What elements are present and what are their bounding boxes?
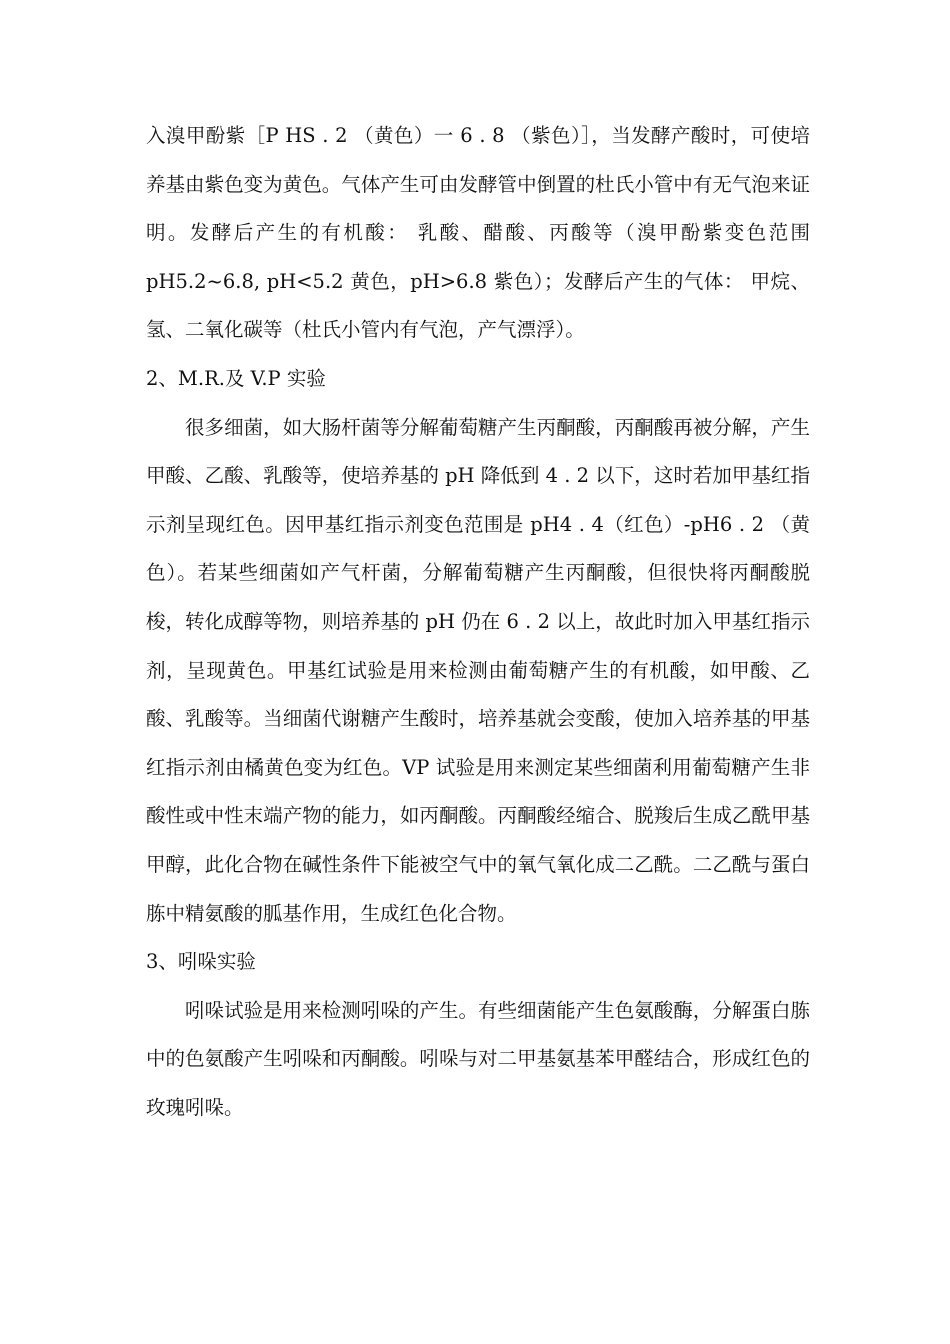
paragraph-mr-vp: 很多细菌，如大肠杆菌等分解葡萄糖产生丙酮酸，丙酮酸再被分解，产生甲酸、乙酸、乳酸等，使培养基的 pH 降低到 4 . 2 以下，这时若加甲基红指示剂呈现红色。因甲基红指示剂变色范围是 pH4 . 4（红色）-pH6 . 2 （黄色）。若某些细菌如产气杆菌，分解葡萄糖产生丙酮酸，但很快将丙酮酸脱梭，转化成醇等物，则培养基的 pH 仍在 6 . 2 以上，故此时加入甲基红指示剂，呈现黄色。甲基红试验是用来检测由葡萄糖产生的有机酸，如甲酸、乙酸、乳酸等。当细菌代谢糖产生酸时，培养基就会变酸，使加入培养基的甲基红指示剂由橘黄色变为红色。VP 试验是用来测定某些细菌利用葡萄糖产生非酸性或中性末端产物的能力，如丙酮酸。丙酮酸经缩合、脱羧后生成乙酰甲基甲醇，此化合物在碱性条件下能被空气中的氧气氧化成二乙酰。二乙酰与蛋白胨中精氨酸的胍基作用，生成红色化合物。 xyxy=(146,415,810,925)
heading-mr-vp: 2、M.R.及 V.P 实验 xyxy=(146,366,326,390)
paragraph-fermentation: 入溴甲酚紫［P HS . 2 （黄色）一 6 . 8 （紫色）］，当发酵产酸时，可使培养基由紫色变为黄色。气体产生可由发酵管中倒置的杜氏小管中有无气泡来证明。发酵后产生的有机酸： 乳酸、醋酸、丙酸等（溴甲酚紫变色范围 pH5.2~6.8, pH<5.2 黄色，pH>6.8 紫色）；发酵后产生的气体： 甲烷、氢、二氧化碳等（杜氏小管内有气泡，产气漂浮）。 xyxy=(146,124,810,342)
document-body xyxy=(146,112,810,1132)
paragraph-indole: 吲哚试验是用来检测吲哚的产生。有些细菌能产生色氨酸酶，分解蛋白胨中的色氨酸产生吲哚和丙酮酸。吲哚与对二甲基氨基苯甲醛结合，形成红色的玫瑰吲哚。 xyxy=(146,998,810,1119)
heading-indole: 3、吲哚实验 xyxy=(146,950,256,974)
